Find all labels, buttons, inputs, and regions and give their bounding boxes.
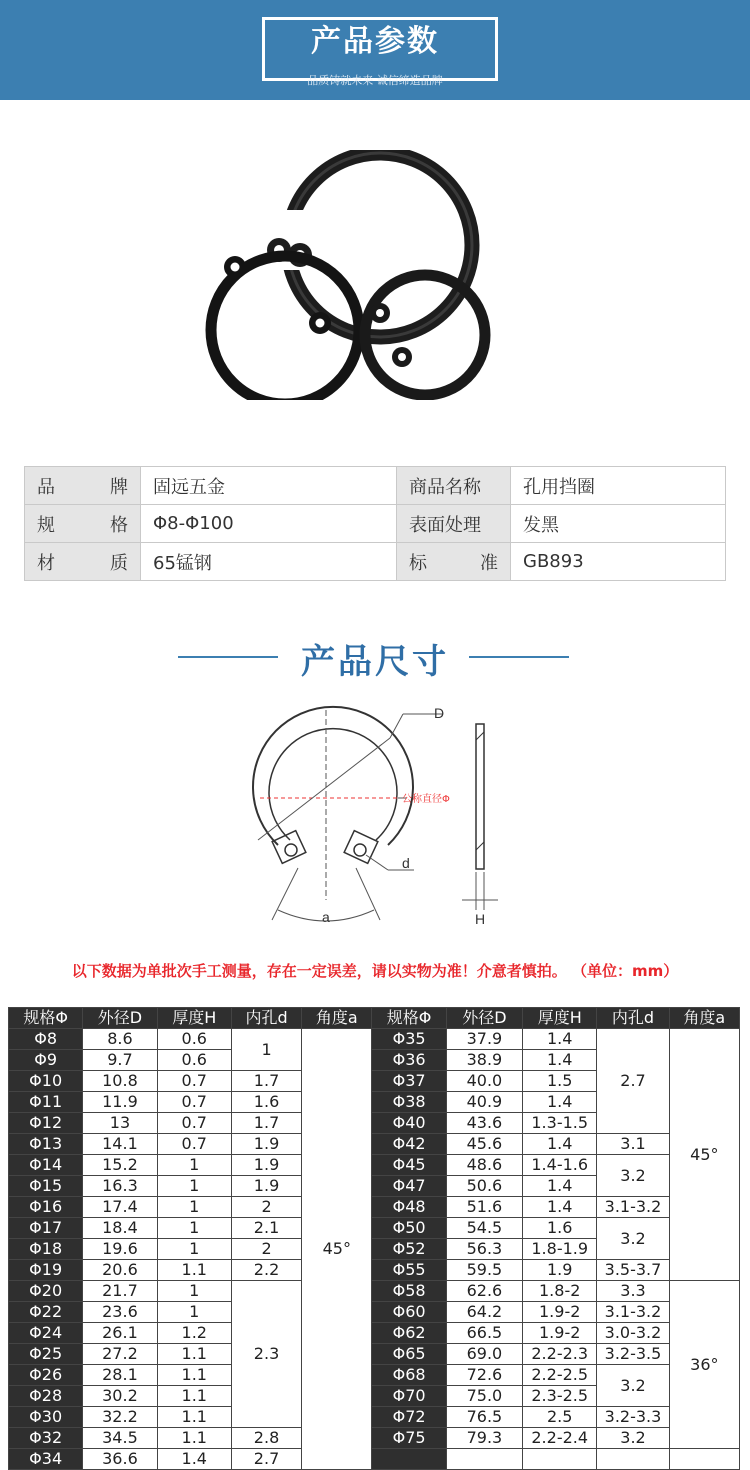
cell-outer-d: 50.6 — [446, 1176, 522, 1197]
cell-empty — [523, 1449, 597, 1470]
table-row — [9, 1218, 740, 1239]
cell-outer-d: 14.1 — [83, 1134, 157, 1155]
table-row — [9, 1281, 740, 1302]
cell-outer-d: 18.4 — [83, 1218, 157, 1239]
cell-spec: Φ14 — [9, 1155, 83, 1176]
spec-label-surface: 表面处理 — [397, 505, 511, 543]
header-thickness: 厚度H — [157, 1008, 231, 1029]
cell-spec: Φ65 — [372, 1344, 446, 1365]
cell-thickness: 1 — [157, 1239, 231, 1260]
cell-spec: Φ42 — [372, 1134, 446, 1155]
spec-label-product-name: 商品名称 — [397, 467, 511, 505]
cell-thickness: 1.1 — [157, 1386, 231, 1407]
cell-hole: 3.5-3.7 — [597, 1260, 669, 1281]
cell-hole: 2.2 — [231, 1260, 301, 1281]
spec-row — [25, 505, 726, 543]
cell-hole: 1.6 — [231, 1092, 301, 1113]
cell-spec: Φ72 — [372, 1407, 446, 1428]
cell-hole: 1.9 — [231, 1176, 301, 1197]
spec-label-standard: 标 准 — [397, 543, 511, 581]
cell-outer-d: 36.6 — [83, 1449, 157, 1470]
cell-outer-d: 66.5 — [446, 1323, 522, 1344]
cell-outer-d: 76.5 — [446, 1407, 522, 1428]
cell-outer-d: 11.9 — [83, 1092, 157, 1113]
cell-thickness: 1.1 — [157, 1407, 231, 1428]
cell-spec: Φ13 — [9, 1134, 83, 1155]
cell-hole: 3.2-3.5 — [597, 1344, 669, 1365]
cell-thickness: 1.1 — [157, 1260, 231, 1281]
table-row — [9, 1428, 740, 1449]
dimensions-body — [9, 1029, 740, 1470]
cell-spec: Φ50 — [372, 1218, 446, 1239]
dimensions-table — [8, 1007, 740, 1470]
cell-thickness: 1 — [157, 1281, 231, 1302]
table-row — [9, 1302, 740, 1323]
cell-thickness: 2.3-2.5 — [523, 1386, 597, 1407]
cell-hole: 3.1-3.2 — [597, 1302, 669, 1323]
table-row — [9, 1344, 740, 1365]
cell-outer-d: 56.3 — [446, 1239, 522, 1260]
cell-angle: 45° — [302, 1029, 372, 1470]
header-angle: 角度a — [669, 1008, 739, 1029]
cell-outer-d: 30.2 — [83, 1386, 157, 1407]
spec-value-surface: 发黑 — [511, 505, 726, 543]
table-row — [9, 1134, 740, 1155]
cell-spec: Φ15 — [9, 1176, 83, 1197]
label-nominal-diameter: 公称直径Φ — [402, 794, 450, 805]
cell-spec: Φ16 — [9, 1197, 83, 1218]
banner-title: 产品参数 — [311, 24, 439, 59]
cell-spec: Φ10 — [9, 1071, 83, 1092]
cell-spec: Φ60 — [372, 1302, 446, 1323]
spec-value-brand: 固远五金 — [141, 467, 397, 505]
cell-outer-d: 51.6 — [446, 1197, 522, 1218]
spec-table — [24, 466, 726, 581]
cell-thickness: 2.2-2.3 — [523, 1344, 597, 1365]
spec-row — [25, 543, 726, 581]
cell-thickness: 1.6 — [523, 1218, 597, 1239]
cell-outer-d: 72.6 — [446, 1365, 522, 1386]
cell-hole: 3.0-3.2 — [597, 1323, 669, 1344]
product-photo — [180, 150, 510, 400]
cell-outer-d: 34.5 — [83, 1428, 157, 1449]
cell-spec: Φ52 — [372, 1239, 446, 1260]
cell-thickness: 1.4 — [523, 1197, 597, 1218]
cell-thickness: 1.1 — [157, 1365, 231, 1386]
table-row — [9, 1407, 740, 1428]
cell-spec: Φ34 — [9, 1449, 83, 1470]
section-title: 产品尺寸 — [301, 642, 449, 682]
header-outer-d: 外径D — [83, 1008, 157, 1029]
cell-thickness: 0.6 — [157, 1029, 231, 1050]
cell-thickness: 2.2-2.5 — [523, 1365, 597, 1386]
cell-spec: Φ68 — [372, 1365, 446, 1386]
cell-empty — [372, 1449, 446, 1470]
cell-hole: 1.9 — [231, 1155, 301, 1176]
cell-thickness: 1.4 — [523, 1176, 597, 1197]
cell-hole: 3.1 — [597, 1134, 669, 1155]
cell-outer-d: 13 — [83, 1113, 157, 1134]
cell-outer-d: 37.9 — [446, 1029, 522, 1050]
cell-thickness: 1 — [157, 1155, 231, 1176]
cell-spec: Φ38 — [372, 1092, 446, 1113]
cell-hole: 3.2 — [597, 1155, 669, 1197]
cell-outer-d: 17.4 — [83, 1197, 157, 1218]
cell-spec: Φ47 — [372, 1176, 446, 1197]
cell-spec: Φ58 — [372, 1281, 446, 1302]
cell-hole: 1 — [231, 1029, 301, 1071]
cell-thickness: 0.7 — [157, 1071, 231, 1092]
dimension-diagram — [238, 700, 538, 930]
cell-outer-d: 75.0 — [446, 1386, 522, 1407]
cell-outer-d: 79.3 — [446, 1428, 522, 1449]
cell-spec: Φ40 — [372, 1113, 446, 1134]
cell-thickness: 0.7 — [157, 1113, 231, 1134]
cell-outer-d: 69.0 — [446, 1344, 522, 1365]
cell-outer-d: 10.8 — [83, 1071, 157, 1092]
cell-outer-d: 26.1 — [83, 1323, 157, 1344]
cell-spec: Φ24 — [9, 1323, 83, 1344]
cell-outer-d: 32.2 — [83, 1407, 157, 1428]
cell-hole: 1.7 — [231, 1113, 301, 1134]
label-thickness-h: H — [475, 911, 486, 927]
cell-outer-d: 43.6 — [446, 1113, 522, 1134]
cell-angle: 36° — [669, 1281, 739, 1449]
header-outer-d: 外径D — [446, 1008, 522, 1029]
cell-hole: 3.1-3.2 — [597, 1197, 669, 1218]
cell-outer-d: 40.0 — [446, 1071, 522, 1092]
cell-thickness: 1.8-2 — [523, 1281, 597, 1302]
cell-hole: 3.2 — [597, 1428, 669, 1449]
cell-thickness: 0.7 — [157, 1134, 231, 1155]
cell-hole: 2.8 — [231, 1428, 301, 1449]
cell-spec: Φ36 — [372, 1050, 446, 1071]
cell-outer-d: 20.6 — [83, 1260, 157, 1281]
header-spec: 规格Φ — [9, 1008, 83, 1029]
cell-thickness: 1.1 — [157, 1344, 231, 1365]
cell-spec: Φ48 — [372, 1197, 446, 1218]
cell-empty — [669, 1449, 739, 1470]
table-row — [9, 1260, 740, 1281]
table-row — [9, 1449, 740, 1470]
cell-outer-d: 15.2 — [83, 1155, 157, 1176]
cell-outer-d: 19.6 — [83, 1239, 157, 1260]
label-angle-a: a — [322, 909, 330, 925]
cell-spec: Φ19 — [9, 1260, 83, 1281]
cell-spec: Φ55 — [372, 1260, 446, 1281]
cell-spec: Φ26 — [9, 1365, 83, 1386]
table-row — [9, 1365, 740, 1386]
cell-spec: Φ32 — [9, 1428, 83, 1449]
cell-spec: Φ8 — [9, 1029, 83, 1050]
cell-hole: 2.3 — [231, 1281, 301, 1428]
cell-thickness: 1.2 — [157, 1323, 231, 1344]
cell-outer-d: 27.2 — [83, 1344, 157, 1365]
cell-spec: Φ35 — [372, 1029, 446, 1050]
cell-hole: 3.2 — [597, 1218, 669, 1260]
cell-outer-d: 64.2 — [446, 1302, 522, 1323]
cell-thickness: 2.5 — [523, 1407, 597, 1428]
cell-thickness: 1.9 — [523, 1260, 597, 1281]
cell-thickness: 1.4 — [523, 1050, 597, 1071]
cell-thickness: 1.9-2 — [523, 1323, 597, 1344]
cell-spec: Φ22 — [9, 1302, 83, 1323]
cell-spec: Φ9 — [9, 1050, 83, 1071]
cell-spec: Φ18 — [9, 1239, 83, 1260]
cell-thickness: 2.2-2.4 — [523, 1428, 597, 1449]
cell-hole: 2.1 — [231, 1218, 301, 1239]
cell-hole: 3.2-3.3 — [597, 1407, 669, 1428]
table-header-row — [9, 1008, 740, 1029]
cell-spec: Φ12 — [9, 1113, 83, 1134]
banner-subtitle: 品质铸就未来 诚信缔造品牌 — [307, 74, 443, 87]
header-angle: 角度a — [302, 1008, 372, 1029]
cell-thickness: 1.4 — [157, 1449, 231, 1470]
cell-thickness: 1.8-1.9 — [523, 1239, 597, 1260]
cell-spec: Φ37 — [372, 1071, 446, 1092]
cell-thickness: 1.1 — [157, 1428, 231, 1449]
cell-thickness: 0.6 — [157, 1050, 231, 1071]
header-banner — [0, 0, 750, 100]
header-hole: 内孔d — [597, 1008, 669, 1029]
header-hole: 内孔d — [231, 1008, 301, 1029]
cell-outer-d: 21.7 — [83, 1281, 157, 1302]
cell-thickness: 1.4 — [523, 1092, 597, 1113]
label-outer-diameter: D — [434, 705, 445, 721]
cell-spec: Φ11 — [9, 1092, 83, 1113]
cell-thickness: 1 — [157, 1176, 231, 1197]
table-row — [9, 1323, 740, 1344]
cell-outer-d: 23.6 — [83, 1302, 157, 1323]
cell-spec: Φ20 — [9, 1281, 83, 1302]
spec-label-material: 材 质 — [25, 543, 141, 581]
cell-outer-d: 38.9 — [446, 1050, 522, 1071]
cell-hole: 3.2 — [597, 1365, 669, 1407]
header-thickness: 厚度H — [523, 1008, 597, 1029]
table-row — [9, 1197, 740, 1218]
spec-value-material: 65锰钢 — [141, 543, 397, 581]
cell-spec: Φ25 — [9, 1344, 83, 1365]
cell-thickness: 1.5 — [523, 1071, 597, 1092]
cell-hole: 2.7 — [231, 1449, 301, 1470]
cell-hole: 3.3 — [597, 1281, 669, 1302]
label-hole-d: d — [402, 855, 410, 871]
cell-thickness: 1.4 — [523, 1029, 597, 1050]
cell-spec: Φ75 — [372, 1428, 446, 1449]
cell-thickness: 1 — [157, 1302, 231, 1323]
cell-outer-d: 16.3 — [83, 1176, 157, 1197]
spec-value-product-name: 孔用挡圈 — [511, 467, 726, 505]
cell-hole: 1.9 — [231, 1134, 301, 1155]
header-spec: 规格Φ — [372, 1008, 446, 1029]
cell-empty — [597, 1449, 669, 1470]
cell-outer-d: 45.6 — [446, 1134, 522, 1155]
cell-outer-d: 59.5 — [446, 1260, 522, 1281]
cell-thickness: 1.4 — [523, 1134, 597, 1155]
table-row — [9, 1155, 740, 1176]
cell-thickness: 1.4-1.6 — [523, 1155, 597, 1176]
cell-outer-d: 40.9 — [446, 1092, 522, 1113]
title-rule-right — [469, 656, 569, 658]
cell-outer-d: 48.6 — [446, 1155, 522, 1176]
cell-hole: 2.7 — [597, 1029, 669, 1134]
spec-label-brand: 品 牌 — [25, 467, 141, 505]
cell-spec: Φ30 — [9, 1407, 83, 1428]
spec-label-size: 规 格 — [25, 505, 141, 543]
cell-thickness: 0.7 — [157, 1092, 231, 1113]
cell-angle: 45° — [669, 1029, 739, 1281]
cell-outer-d: 62.6 — [446, 1281, 522, 1302]
spec-value-size: Φ8-Φ100 — [141, 505, 397, 543]
table-row — [9, 1029, 740, 1050]
cell-empty — [446, 1449, 522, 1470]
cell-thickness: 1 — [157, 1197, 231, 1218]
cell-spec: Φ17 — [9, 1218, 83, 1239]
cell-hole: 1.7 — [231, 1071, 301, 1092]
cell-thickness: 1 — [157, 1218, 231, 1239]
spec-row — [25, 467, 726, 505]
cell-outer-d: 28.1 — [83, 1365, 157, 1386]
cell-outer-d: 9.7 — [83, 1050, 157, 1071]
cell-hole: 2 — [231, 1197, 301, 1218]
cell-hole: 2 — [231, 1239, 301, 1260]
cell-thickness: 1.3-1.5 — [523, 1113, 597, 1134]
cell-spec: Φ45 — [372, 1155, 446, 1176]
cell-spec: Φ62 — [372, 1323, 446, 1344]
cell-spec: Φ28 — [9, 1386, 83, 1407]
cell-thickness: 1.9-2 — [523, 1302, 597, 1323]
cell-outer-d: 8.6 — [83, 1029, 157, 1050]
cell-outer-d: 54.5 — [446, 1218, 522, 1239]
spec-value-standard: GB893 — [511, 543, 726, 581]
cell-spec: Φ70 — [372, 1386, 446, 1407]
measurement-notice: 以下数据为单批次手工测量，存在一定误差，请以实物为准！介意者慎拍。 （单位：mm） — [71, 962, 679, 980]
